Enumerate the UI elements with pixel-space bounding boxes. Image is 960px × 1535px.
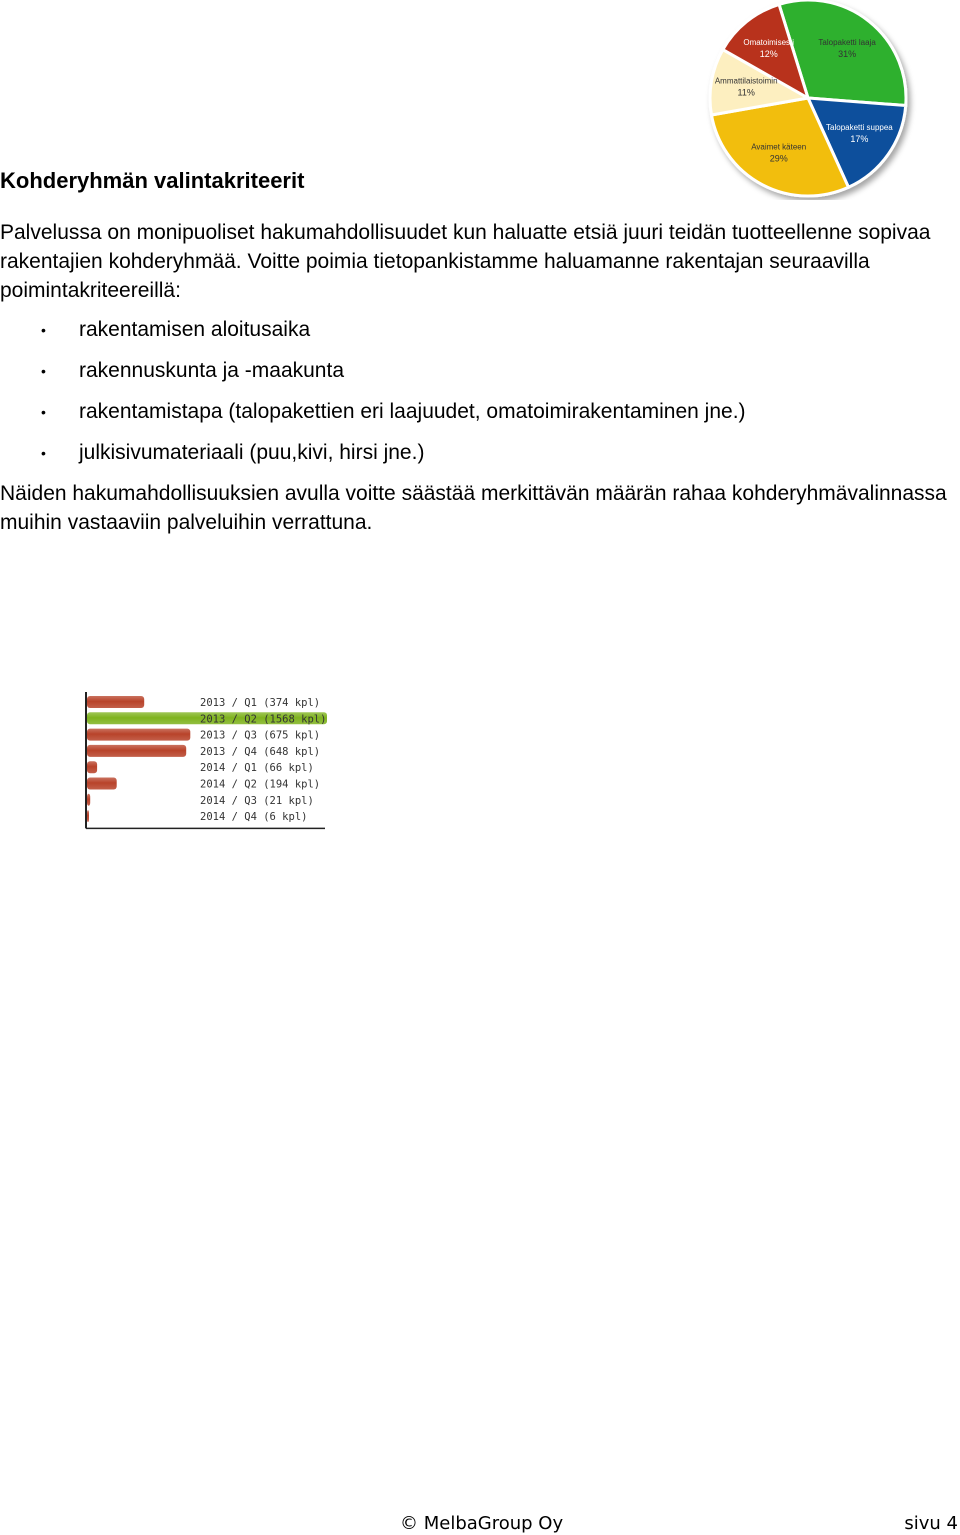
outro-paragraph: Näiden hakumahdollisuuksien avulla voitte säästää merkittävän määrän rahaa kohderyhmävalinnassa muihin vastaaviin palveluihin verrattuna.: [0, 482, 947, 534]
quarterly-bar-chart: [80, 690, 340, 835]
bar: [87, 810, 89, 822]
criteria-item-text: rakentamisen aloitusaika: [79, 318, 311, 341]
construction-type-pie-chart: [700, 0, 920, 200]
bar-label: 2014 / Q2 (194 kpl): [200, 778, 321, 791]
bar-label: 2013 / Q2 (1568 kpl): [200, 713, 327, 726]
pie-slice-label: Avaimet käteen: [751, 142, 807, 152]
intro-paragraph: Palvelussa on monipuoliset hakumahdollisuudet kun haluatte etsiä juuri teidän tuotteellenne sopivaa rakentajien kohderyhmää. Voitte poimia tietopankistamme haluamanne rakentajan seuraavilla poimintakriteereillä:: [0, 221, 931, 302]
bar-label: 2013 / Q3 (675 kpl): [200, 729, 321, 742]
bar: [87, 778, 117, 790]
criteria-item-text: rakentamistapa (talopakettien eri laajuudet, omatoimirakentaminen jne.): [79, 400, 746, 423]
bar-label: 2013 / Q4 (648 kpl): [200, 745, 321, 758]
bar-label: 2014 / Q3 (21 kpl): [200, 794, 314, 807]
bullet-icon: •: [41, 445, 46, 461]
pie-slice-percent: 11%: [737, 87, 755, 98]
bar: [87, 761, 97, 773]
pie-slice-percent: 17%: [850, 134, 869, 144]
criteria-item-text: rakennuskunta ja -maakunta: [79, 359, 344, 382]
bullet-icon: •: [41, 322, 46, 338]
bar: [87, 729, 190, 741]
bar: [87, 745, 186, 757]
criteria-item-text: julkisivumateriaali (puu,kivi, hirsi jne.): [79, 441, 425, 464]
footer-page-number: sivu 4: [904, 1513, 958, 1534]
bullet-icon: •: [41, 363, 46, 379]
bar-label: 2013 / Q1 (374 kpl): [200, 697, 321, 709]
bullet-icon: •: [41, 404, 46, 420]
bar: [87, 794, 90, 806]
pie-slice-label: Talopaketti laaja: [818, 38, 876, 47]
bar: [87, 696, 144, 708]
pie-slice-percent: 31%: [838, 49, 857, 59]
pie-slice-label: Omatoimisesti: [743, 38, 795, 48]
pie-slice-percent: 12%: [759, 49, 778, 60]
pie-slice-label: Talopaketti suppea: [826, 123, 893, 132]
pie-slice-percent: 29%: [769, 153, 788, 164]
bar-label: 2014 / Q1 (66 kpl): [200, 762, 314, 775]
footer-copyright: © MelbaGroup Oy: [400, 1513, 564, 1534]
pie-slice-label: Ammattilaistoimin: [714, 76, 778, 86]
page-heading: Kohderyhmän valintakriteerit: [0, 168, 305, 193]
bar-label: 2014 / Q4 (6 kpl): [200, 811, 308, 824]
